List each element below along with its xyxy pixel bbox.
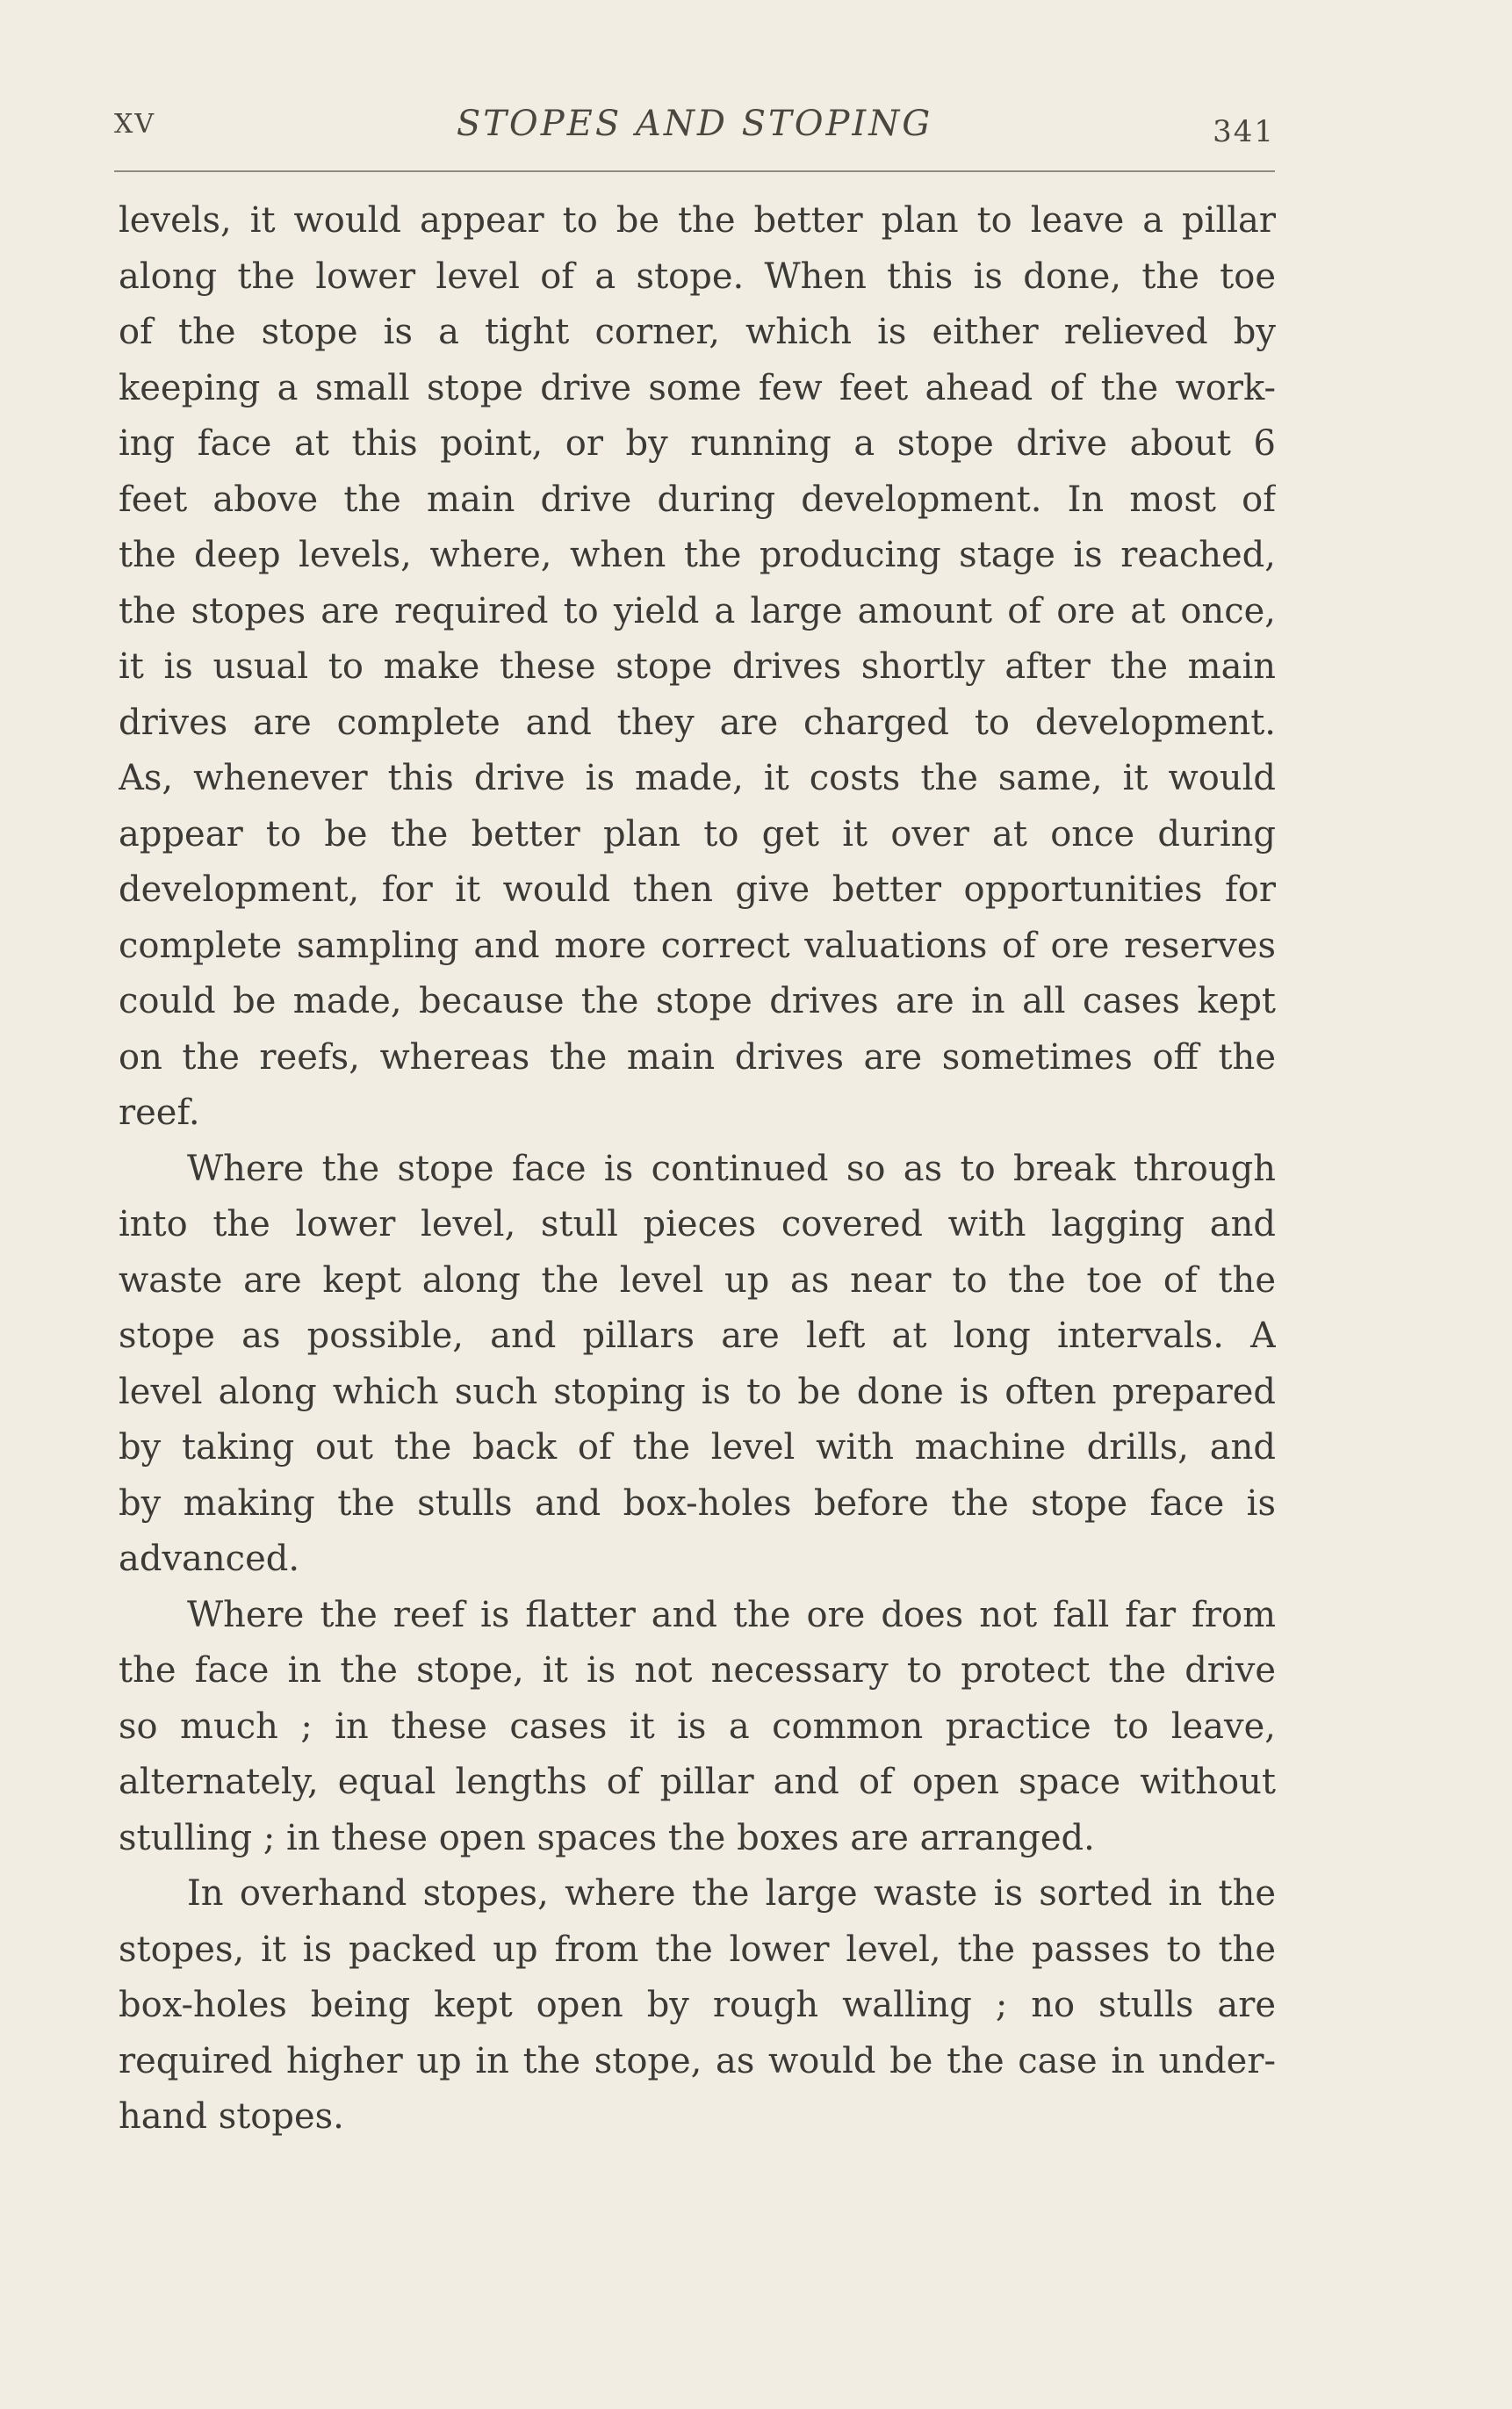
text-line: by making the stulls and box-holes before the stope face is <box>119 1482 1276 1524</box>
running-header <box>114 104 1275 153</box>
text-line: Where the stope face is continued so as to break through <box>187 1148 1276 1189</box>
text-line: As, whenever this drive is made, it costs the same, it would <box>119 758 1276 798</box>
text-line: alternately, equal lengths of pillar and of open space without <box>119 1762 1276 1802</box>
text-line: keeping a small stope drive some few feet ahead of the work- <box>119 367 1276 408</box>
text-line: the face in the stope, it is not necessary to protect the drive <box>119 1650 1276 1691</box>
running-title: STOPES AND STOPING <box>456 104 933 144</box>
text-line: by taking out the back of the level with machine drills, and <box>119 1427 1276 1468</box>
text-line: stulling ; in these open spaces the boxes are arranged. <box>119 1817 1095 1858</box>
text-line: box-holes being kept open by rough walling ; no stulls are <box>119 1985 1276 2025</box>
text-line: could be made, because the stope drives are in all cases kept <box>119 981 1276 1021</box>
text-line: In overhand stopes, where the large waste is sorted in the <box>187 1873 1276 1914</box>
text-line: levels, it would appear to be the better plan to leave a pillar <box>119 200 1276 241</box>
text-line: into the lower level, stull pieces covered with lagging and <box>119 1204 1276 1244</box>
page-number: 341 <box>1213 114 1275 149</box>
text-line: the stopes are required to yield a large amount of ore at once, <box>119 590 1276 631</box>
text-line: complete sampling and more correct valuations of ore reserves <box>119 925 1276 966</box>
text-line: required higher up in the stope, as would be the case in under- <box>119 2040 1276 2081</box>
text-line: reef. <box>119 1093 200 1133</box>
text-line: on the reefs, whereas the main drives are sometimes off the <box>119 1036 1276 1078</box>
text-line: feet above the main drive during development. In most of <box>119 479 1276 520</box>
text-line: level along which such stoping is to be done is often prepared <box>119 1371 1276 1412</box>
text-line: development, for it would then give better opportunities for <box>119 869 1276 910</box>
chapter-number: XV <box>114 109 156 140</box>
text-line: hand stopes. <box>119 2096 344 2137</box>
text-line: so much ; in these cases it is a common practice to leave, <box>119 1706 1276 1747</box>
text-line: appear to be the better plan to get it over at once during <box>119 813 1276 855</box>
text-line: the deep levels, where, when the producing stage is reached, <box>119 535 1276 575</box>
text-line: stopes, it is packed up from the lower level, the passes to the <box>119 1929 1276 1970</box>
text-line: advanced. <box>119 1539 300 1579</box>
text-line: along the lower level of a stope. When this is done, the toe <box>119 256 1276 297</box>
text-line: drives are complete and they are charged to development. <box>119 702 1276 743</box>
header-rule <box>114 170 1275 172</box>
text-line: stope as possible, and pillars are left at long intervals. A <box>119 1316 1276 1356</box>
text-line: waste are kept along the level up as near to the toe of the <box>119 1259 1276 1301</box>
text-line: Where the reef is flatter and the ore does not fall far from <box>187 1594 1276 1635</box>
text-line: it is usual to make these stope drives shortly after the main <box>119 646 1276 687</box>
text-line: ing face at this point, or by running a stope drive about 6 <box>119 423 1276 464</box>
text-line: of the stope is a tight corner, which is either relieved by <box>119 312 1276 352</box>
body-text <box>119 193 1276 2146</box>
